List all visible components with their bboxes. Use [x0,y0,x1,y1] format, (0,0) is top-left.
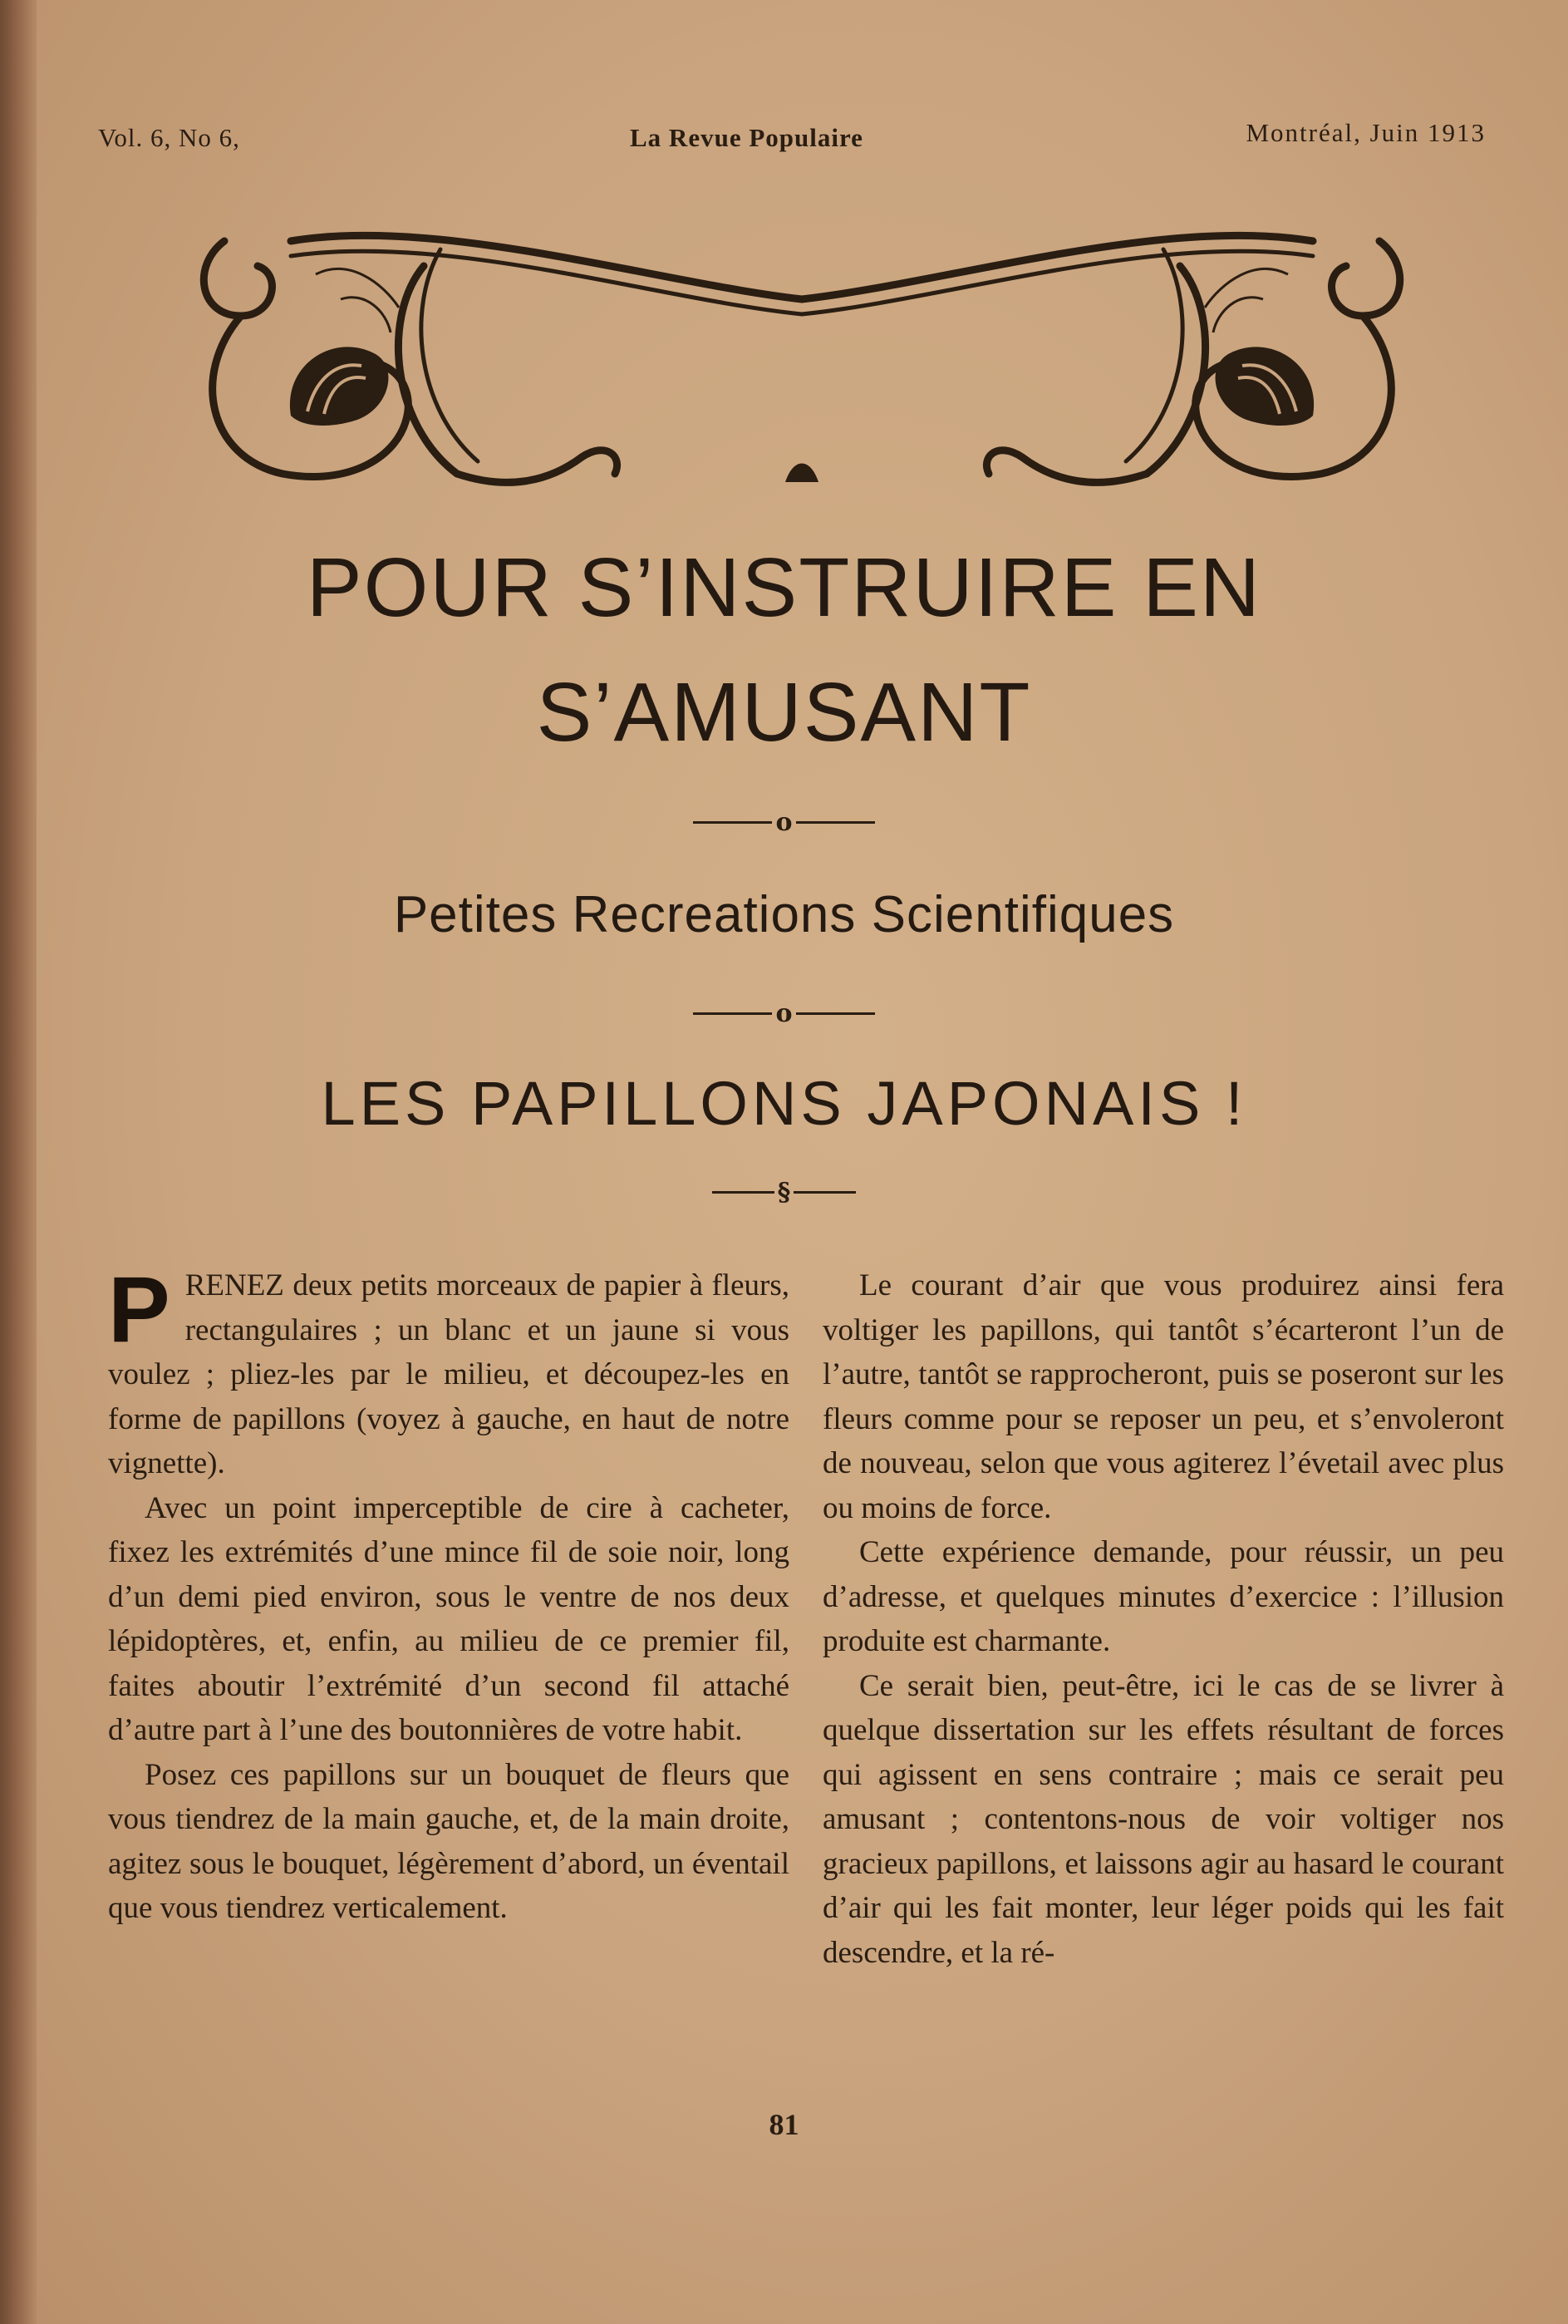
separator-2 [0,997,1568,1028]
main-title-line-1: POUR S’INSTRUIRE EN [306,541,1262,634]
article-title: LES PAPILLONS JAPONAIS ! [321,1069,1247,1138]
main-title-line-2: S’AMUSANT [536,666,1032,759]
subtitle: Petites Recreations Scientifiques [393,886,1175,943]
article-column-left [108,1258,789,1931]
binding-spine [0,0,37,2324]
page-number: 81 [769,2108,799,2141]
paragraph: Posez ces papillons sur un bouquet de fleurs que vous tiendrez de la main gauche, et, de la main droite, agitez sous le bouquet, légèrement d’abord, un éventail que vous tiendrez verticalement. [108,1757,789,1925]
art-nouveau-scroll-ornament-icon [191,208,1413,507]
place-date: Montréal, Juin 1913 [1246,118,1486,147]
separator-mark: o [775,998,793,1028]
paragraph: PRENEZ deux petits morceaux de papier à fleurs, rectangulaires ; un blanc et un jaune si vous voulez ; pliez-les par le milieu, et découpez-les en forme de papillons (voyez à gauche, en haut de notre vignette). [108,1258,789,1480]
running-header [98,116,1486,166]
paragraph: Le courant d’air que vous produirez ainsi fera voltiger les papillons, qui tantôt s’écarteront l’un de l’autre, tantôt se rapprocheront, puis se poseront sur les fleurs comme pour se reposer un peu, et s’envoleront de nouveau, selon que vous agiterez l’évetail avec plus ou moins de force. [823,1268,1504,1525]
drop-cap: P [108,1258,170,1361]
volume-number: Vol. 6, No 6, [98,123,240,152]
section-mark: § [777,1177,791,1207]
separator-1 [0,806,1568,837]
paragraph: Avec un point imperceptible de cire à cacheter, fixez les extrémités d’une mince fil de soie noir, long d’un demi pied environ, sous le ventre de nos deux lépidoptères, et, enfin, au milieu de ce premier fil, faites aboutir l’extrémité d’un second fil attaché d’autre part à l’une des boutonnières de votre habit. [108,1490,789,1747]
separator-3 [0,1176,1568,1207]
article-column-right [823,1263,1504,1975]
paragraph: Cette expérience demande, pour réussir, un peu d’adresse, et quelques minutes d’exercice : l’illusion produite est charmante. [823,1535,1504,1658]
separator-mark: o [775,807,793,837]
magazine-name: La Revue Populaire [630,123,863,152]
paragraph: Ce serait bien, peut-être, ici le cas de se livrer à quelque dissertation sur les effets résultant de forces qui agissent en sens contraire ; mais ce serait peu amusant ; contentons-nous de voir voltiger nos gracieux papillons, et laissons agir au hasard le courant d’air qui les fait monter, leur léger poids qui les fait descendre, et la ré- [823,1668,1504,1970]
